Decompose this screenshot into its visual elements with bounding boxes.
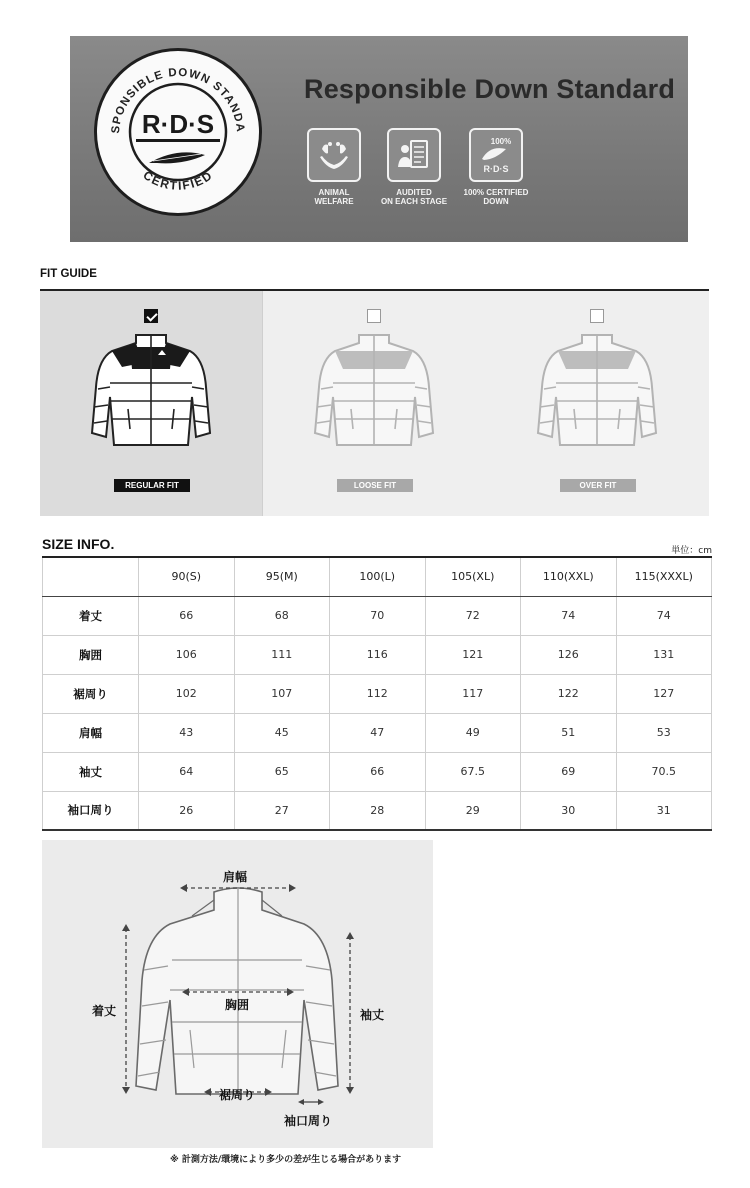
row-label: 裾周り [43,674,139,713]
jacket-loose-icon [309,327,439,457]
row-label: 袖口周り [43,791,139,830]
table-cell: 47 [330,713,426,752]
animal-welfare-badge [304,128,364,206]
column-header [43,557,139,596]
table-cell: 43 [139,713,235,752]
table-cell: 70 [330,596,426,635]
column-header: 110(XXL) [521,557,617,596]
table-cell: 31 [616,791,712,830]
rds-banner [70,36,688,242]
table-row [43,713,712,752]
table-cell: 66 [139,596,235,635]
hands-geese-icon [307,128,361,182]
badge-rds-text: R·D·S [483,164,509,174]
table-cell: 29 [425,791,521,830]
table-cell: 74 [521,596,617,635]
length-label: 着丈 [92,1004,117,1018]
cuff-label: 袖口周り [284,1114,333,1128]
chest-label: 胸囲 [225,998,250,1012]
table-cell: 107 [234,674,330,713]
table-cell: 65 [234,752,330,791]
table-row [43,752,712,791]
svg-text:CERTIFIED [141,168,216,193]
table-cell: 127 [616,674,712,713]
table-cell: 102 [139,674,235,713]
badge-100-text: 100% [490,137,512,146]
table-cell: 69 [521,752,617,791]
table-cell: 111 [234,635,330,674]
table-cell: 68 [234,596,330,635]
row-label: 着丈 [43,596,139,635]
table-cell: 49 [425,713,521,752]
sleeve-length-label: 袖丈 [360,1008,385,1022]
table-cell: 121 [425,635,521,674]
table-cell: 66 [330,752,426,791]
table-row [43,791,712,830]
clipboard-inspector-icon [387,128,441,182]
fit-option-loose [263,291,486,516]
table-row [43,596,712,635]
table-row [43,635,712,674]
table-cell: 126 [521,635,617,674]
table-row [43,674,712,713]
column-header: 90(S) [139,557,235,596]
table-cell: 27 [234,791,330,830]
checkbox-empty-icon [590,309,604,323]
table-cell: 106 [139,635,235,674]
table-cell: 72 [425,596,521,635]
table-cell: 112 [330,674,426,713]
table-cell: 28 [330,791,426,830]
column-header: 95(M) [234,557,330,596]
table-cell: 30 [521,791,617,830]
hem-label: 裾周り [219,1088,256,1102]
jacket-regular-icon [86,327,216,457]
table-cell: 70.5 [616,752,712,791]
table-cell: 53 [616,713,712,752]
size-info-heading: SIZE INFO. [42,536,115,552]
table-cell: 67.5 [425,752,521,791]
unit-label: 単位：cm [671,546,712,556]
column-header: 100(L) [330,557,426,596]
column-header: 105(XL) [425,557,521,596]
table-cell: 64 [139,752,235,791]
table-header-row [43,557,712,596]
certified-down-badge [463,128,529,206]
seal-top-text: SPONSIBLE DOWN STANDA [109,66,247,135]
seal-center-text: R·D·S [141,109,215,139]
table-cell: 26 [139,791,235,830]
checkbox-checked-icon [144,309,158,323]
table-cell: 131 [616,635,712,674]
table-cell: 116 [330,635,426,674]
rds-title: Responsible Down Standard [304,74,676,104]
measurement-diagram [42,840,433,1148]
badge-label-line1: ANIMAL [318,188,350,197]
rds-certified-seal [94,48,262,216]
row-label: 袖丈 [43,752,139,791]
jacket-over-icon [532,327,662,457]
shoulder-width-label: 肩幅 [223,870,248,884]
checkbox-empty-icon [367,309,381,323]
row-label: 胸囲 [43,635,139,674]
fit-option-over [486,291,709,516]
table-cell: 51 [521,713,617,752]
fit-label-over: OVER FIT [560,479,636,492]
audited-badge [380,128,448,206]
table-cell: 74 [616,596,712,635]
certified-feather-icon [469,128,523,182]
fit-label-regular: REGULAR FIT [114,479,190,492]
size-table [42,556,712,831]
table-cell: 122 [521,674,617,713]
table-cell: 117 [425,674,521,713]
row-label: 肩幅 [43,713,139,752]
measurement-note: ※ 計測方法/環境により多少の差が生じる場合があります [170,1155,402,1165]
rds-seal-graphic [97,51,259,213]
fit-label-loose: LOOSE FIT [337,479,413,492]
fit-guide-panel [40,291,709,516]
badge-label-line1: 100% CERTIFIED [463,188,529,197]
badge-label-line1: AUDITED [396,188,432,197]
column-header: 115(XXXL) [616,557,712,596]
fit-option-regular [40,291,263,516]
badge-label-line2: ON EACH STAGE [380,197,448,206]
badge-label-line2: DOWN [483,197,509,206]
seal-bottom-text: CERTIFIED [140,167,216,193]
badge-label-line2: WELFARE [314,197,354,206]
table-cell: 45 [234,713,330,752]
fit-guide-heading: FIT GUIDE [40,268,97,280]
